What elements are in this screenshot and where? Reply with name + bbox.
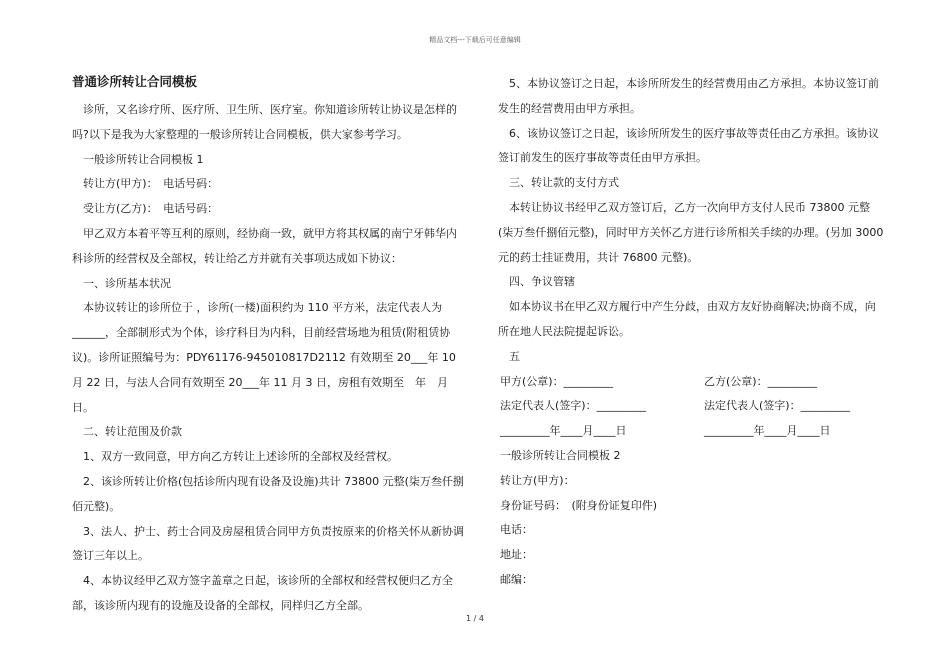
paragraph: 甲乙双方本着平等互利的原则，经协商一致，就甲方将其权属的南宁牙韩华内科诊所的经营权及全部权，转让给乙方并就有关事项达成如下协议：: [72, 226, 457, 265]
signature-row: [498, 394, 884, 419]
signature-right: 乙方(公章)：_________: [704, 374, 818, 388]
page-header: 精品文档---下载后可任意编辑: [429, 36, 521, 44]
paragraph: 本转让协议书经甲乙双方签订后，乙方一次向甲方支付人民币 73800 元整(柒万叁仟捌佰元整)，同时甲方关怀乙方进行诊所相关手续的办理。(另加 3000 元的药士挂证费用，共计 76800 元整)。: [498, 200, 884, 264]
section-heading: 五: [509, 349, 520, 363]
signature-left: _________年____月____日: [500, 424, 627, 438]
section-heading: 二、转让范围及价款: [83, 425, 182, 439]
paragraph: 如本协议书在甲乙双方履行中产生分歧，由双方友好协商解决;协商不成，向所在地人民法院提起诉讼。: [498, 300, 876, 338]
paragraph: 5、本协议签订之日起，本诊所所发生的经营费用由乙方承担。本协议签订前发生的经营费用由甲方承担。: [498, 77, 879, 115]
paragraph: 邮编：: [500, 572, 533, 586]
document-title: 普通诊所转让合同模板: [72, 74, 198, 89]
signature-right: 法定代表人(签字)：_________: [704, 399, 851, 413]
paragraph: 转让方(甲方)：: [500, 473, 575, 487]
paragraph: 受让方(乙方)： 电话号码：: [83, 202, 219, 216]
paragraph: 3、法人、护士、药士合同及房屋租赁合同甲方负责按原来的价格关怀从新协调签订三年以上。: [72, 524, 464, 563]
paragraph: 2、该诊所转让价格(包括诊所内现有设备及设施)共计 73800 元整(柒万叁仟捌佰元整)。: [72, 474, 464, 513]
page-number: 1 / 4: [466, 614, 484, 623]
right-column: [498, 72, 884, 593]
signature-left: 法定代表人(签字)：_________: [500, 399, 647, 413]
paragraph: 转让方(甲方)： 电话号码：: [83, 177, 219, 191]
paragraph: 地址：: [500, 548, 533, 562]
paragraph: 4、本协议经甲乙双方签字盖章之日起，该诊所的全部权和经营权便归乙方全部，该诊所内现有的设施及设备的全部权，同样归乙方全部。: [72, 574, 453, 612]
section-heading: 一、诊所基本状况: [83, 276, 171, 290]
paragraph: 电话：: [500, 523, 533, 537]
section-heading: 四、争议管辖: [509, 275, 575, 289]
paragraph: 1、双方一致同意，甲方向乙方转让上述诊所的全部权及经营权。: [83, 450, 398, 464]
section-heading: 一般诊所转让合同模板 2: [500, 448, 621, 462]
section-heading: 三、转让款的支付方式: [509, 176, 619, 190]
paragraph: 诊所，又名诊疗所、医疗所、卫生所、医疗室。你知道诊所转让协议是怎样的吗?以下是我为大家整理的一般诊所转让合同模板，供大家参考学习。: [72, 103, 457, 141]
signature-row: [498, 419, 884, 444]
signature-right: _________年____月____日: [704, 424, 831, 438]
section-heading: 一般诊所转让合同模板 1: [83, 152, 204, 166]
signature-row: [498, 370, 884, 395]
left-column: [72, 72, 464, 619]
signature-left: 甲方(公章)：_________: [500, 374, 614, 388]
paragraph: 本协议转让的诊所位于 ，诊所(一楼)面积约为 110 平方米，法定代表人为______，全部制形式为个体，诊疗科目为内科，目前经营场地为租赁(附租赁协议)。诊所证照编号为：PDY61176-945010817D2112 有效期至 20___年 10 月 22 日，与法人合同有效期至 20___年 11 月 3 日，房租有效期至 年 月 日。: [72, 301, 459, 414]
paragraph: 身份证号码： (附身份证复印件): [500, 498, 658, 512]
paragraph: 6、该协议签订之日起，该诊所所发生的医疗事故等责任由乙方承担。该协议签订前发生的医疗事故等责任由甲方承担。: [498, 126, 879, 165]
